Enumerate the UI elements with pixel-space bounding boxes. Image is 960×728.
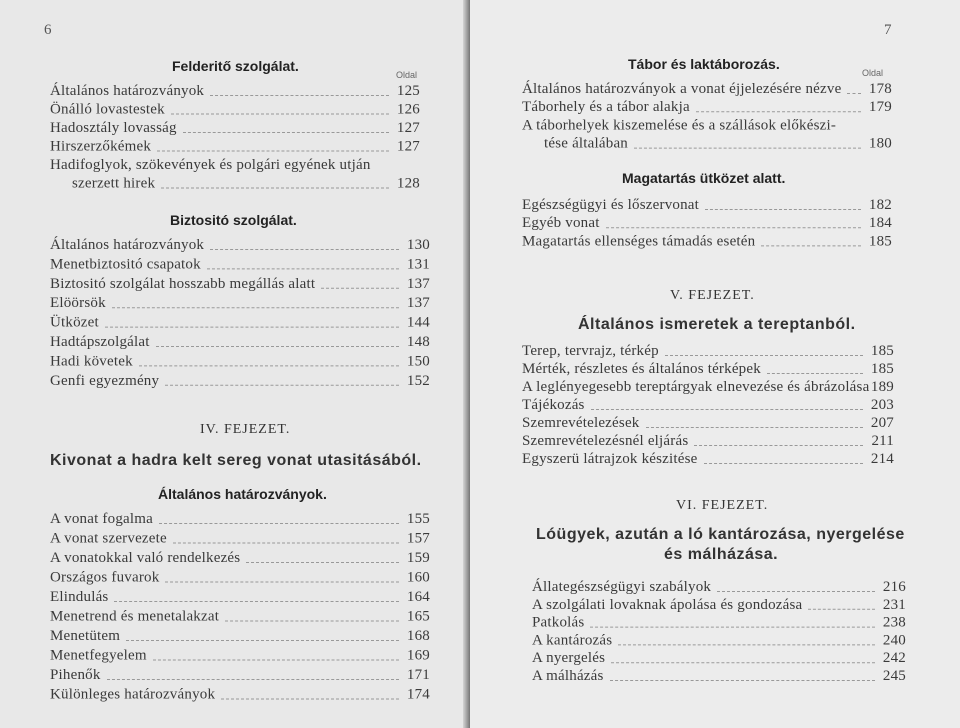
toc-entry-page: 184	[868, 215, 892, 232]
toc-entry-page: 185	[870, 361, 894, 377]
toc-entry	[522, 116, 892, 135]
page-column-label-left: Oldal	[396, 70, 418, 80]
toc-entry-page: 242	[882, 650, 906, 667]
toc-entry	[50, 236, 430, 255]
dot-leader	[591, 409, 863, 410]
chapter-title-vi-line1: Lóügyek, azután a ló kantározása, nyergelése	[536, 526, 905, 543]
dot-leader	[210, 249, 399, 250]
toc-entry	[50, 294, 430, 313]
dot-leader	[183, 132, 389, 133]
toc-entry-title: Önálló lovastestek	[50, 101, 165, 118]
toc-entry	[522, 196, 892, 215]
toc-entry	[522, 98, 892, 117]
dot-leader	[611, 662, 875, 663]
toc-entry-page: 127	[396, 120, 420, 136]
toc-entry	[50, 588, 430, 607]
toc-entry-title: A málházás	[532, 668, 604, 684]
toc-entry-title: Hirszerzőkémek	[50, 138, 152, 155]
toc-entry-title: Ütközet	[50, 314, 99, 331]
toc-tereptan	[522, 342, 894, 475]
dot-leader	[606, 227, 861, 228]
dot-leader	[761, 245, 861, 246]
toc-entry-title: A vonat szervezete	[50, 530, 167, 547]
toc-entry	[522, 342, 894, 361]
toc-entry-page: 130	[406, 237, 430, 253]
toc-entry	[50, 569, 430, 588]
toc-entry-page: 155	[406, 511, 430, 527]
dot-leader	[221, 699, 399, 700]
toc-entry	[50, 275, 430, 294]
toc-entry	[50, 686, 430, 705]
toc-entry-title: Menetbiztositó csapatok	[50, 256, 201, 273]
toc-entry-page: 128	[396, 175, 420, 192]
toc-entry	[50, 333, 430, 352]
toc-entry-page: 137	[406, 295, 430, 312]
toc-entry-title: A nyergelés	[532, 650, 606, 667]
toc-entry-page: 203	[870, 397, 894, 413]
toc-entry-title: Menetrend és menetalakzat	[50, 608, 220, 625]
dot-leader	[767, 373, 863, 374]
toc-entry	[50, 666, 430, 685]
toc-entry-page: 127	[396, 138, 420, 155]
toc-entry-title: Általános határozványok	[50, 83, 205, 99]
dot-leader	[246, 562, 399, 563]
toc-entry	[522, 232, 892, 251]
toc-entry-page: 178	[868, 81, 892, 97]
toc-loygyek	[532, 578, 906, 692]
toc-entry-page: 174	[406, 686, 430, 703]
toc-entry-page: 182	[868, 197, 892, 213]
dot-leader	[114, 601, 399, 602]
dot-leader	[847, 93, 861, 94]
dot-leader	[705, 209, 861, 210]
toc-entry	[50, 138, 420, 157]
toc-magatartas	[522, 196, 892, 253]
dot-leader	[171, 114, 389, 115]
toc-biztosito	[50, 236, 430, 388]
toc-entry	[532, 631, 906, 650]
toc-entry	[50, 82, 420, 101]
toc-entry	[532, 649, 906, 668]
dot-leader	[159, 523, 399, 524]
dot-leader	[590, 627, 875, 628]
toc-entry-title: Egyszerü látrajzok készitése	[522, 451, 698, 467]
toc-entry-page: 126	[396, 101, 420, 118]
toc-entry	[522, 378, 894, 397]
toc-entry-title: Állategészségügyi szabályok	[532, 579, 712, 595]
toc-entry-title: Tájékozás	[522, 397, 585, 413]
toc-entry	[522, 214, 892, 233]
toc-entry-title: Biztositó szolgálat hosszabb megállás alatt	[50, 275, 316, 292]
dot-leader	[665, 355, 863, 356]
toc-entry-title: Terep, tervrajz, térkép	[522, 343, 659, 359]
toc-entry	[522, 396, 894, 415]
chapter-title-vi-line2: és málházása.	[664, 546, 779, 563]
toc-entry-page: 216	[882, 579, 906, 595]
toc-entry	[50, 175, 420, 194]
dot-leader	[161, 188, 389, 189]
toc-entry-title: szerzett hirek	[72, 175, 156, 192]
toc-entry	[532, 614, 906, 633]
toc-entry-title: A vonatokkal való rendelkezés	[50, 550, 241, 566]
toc-entry	[532, 578, 906, 597]
toc-entry-page: 207	[870, 415, 894, 431]
toc-entry-page: 168	[406, 628, 430, 644]
toc-entry-page: 189	[870, 379, 894, 395]
dot-leader	[156, 346, 399, 347]
dot-leader	[112, 307, 399, 308]
toc-entry-title: Elindulás	[50, 589, 109, 605]
toc-entry	[50, 101, 420, 120]
toc-entry-page: 165	[406, 608, 430, 625]
dot-leader	[704, 463, 863, 464]
toc-entry-page: 159	[406, 550, 430, 566]
dot-leader	[207, 268, 399, 269]
toc-entry-title: A táborhelyek kiszemelése és a szállások előkészi-	[522, 117, 837, 134]
subsection-title-altalanos: Általános határozványok.	[158, 486, 327, 502]
toc-entry-page: 185	[868, 233, 892, 250]
chapter-title-v: Általános ismeretek a tereptanból.	[578, 316, 856, 333]
toc-entry-title: Szemrevételezésnél eljárás	[522, 433, 689, 449]
toc-entry	[50, 530, 430, 549]
dot-leader	[717, 591, 875, 592]
dot-leader	[107, 679, 399, 680]
dot-leader	[646, 427, 863, 428]
toc-entry	[522, 432, 894, 451]
toc-entry-page: 152	[406, 372, 430, 389]
toc-entry	[522, 414, 894, 433]
toc-entry-page: 144	[406, 314, 430, 331]
page-number-left: 6	[44, 22, 52, 38]
toc-entry-page: 180	[868, 135, 892, 152]
toc-entry-page: 231	[882, 596, 906, 613]
section-title-magatartas: Magatartás ütközet alatt.	[622, 170, 786, 186]
toc-entry-page: 211	[871, 433, 894, 449]
toc-entry-title: Általános határozványok	[50, 237, 205, 253]
dot-leader	[165, 582, 399, 583]
toc-entry-title: Genfi egyezmény	[50, 372, 160, 389]
page-column-label-right: Oldal	[862, 68, 884, 78]
toc-entry-title: Hadosztály lovasság	[50, 120, 177, 136]
chapter-heading-vi: VI. FEJEZET.	[676, 498, 769, 513]
toc-entry	[50, 608, 430, 627]
toc-entry-title: tése általában	[544, 135, 629, 152]
toc-entry-title: Magatartás ellenséges támadás esetén	[522, 233, 756, 250]
toc-entry-title: A kantározás	[532, 632, 613, 649]
toc-entry-page: 245	[882, 668, 906, 684]
toc-entry	[522, 360, 894, 379]
section-title-biztosito: Biztositó szolgálat.	[170, 212, 297, 228]
toc-entry-title: Pihenők	[50, 667, 101, 683]
dot-leader	[210, 95, 389, 96]
toc-tabor	[522, 80, 892, 156]
toc-entry-title: Egészségügyi és lőszervonat	[522, 197, 700, 213]
toc-entry-title: Hadifoglyok, szökevények és polgári egyének utján	[50, 157, 371, 173]
toc-entry-page: 137	[406, 275, 430, 292]
toc-entry-page: 214	[870, 451, 894, 467]
toc-entry-title: Mérték, részletes és általános térképek	[522, 361, 761, 377]
toc-entry-page: 131	[406, 256, 430, 273]
toc-entry	[522, 135, 892, 154]
toc-entry-title: Hadtápszolgálat	[50, 334, 150, 350]
chapter-heading-v: V. FEJEZET.	[670, 288, 755, 303]
toc-entry-title: Különleges határozványok	[50, 686, 216, 703]
toc-entry-title: Egyéb vonat	[522, 215, 600, 232]
dot-leader	[808, 609, 875, 610]
toc-entry-page: 157	[406, 530, 430, 547]
toc-entry-title: A leglényegesebb tereptárgyak elnevezése és ábrázolása	[522, 379, 870, 395]
toc-entry	[50, 156, 420, 175]
toc-entry	[522, 80, 892, 99]
dot-leader	[634, 148, 861, 149]
toc-entry-title: Menetfegyelem	[50, 647, 147, 664]
section-title-tabor: Tábor és laktáborozás.	[628, 56, 780, 72]
toc-entry	[532, 667, 906, 686]
toc-entry-page: 148	[406, 334, 430, 350]
toc-vonat	[50, 510, 430, 703]
toc-entry-page: 150	[406, 353, 430, 370]
section-title-felderito: Felderitő szolgálat.	[172, 58, 299, 74]
dot-leader	[694, 445, 863, 446]
toc-entry-title: Hadi követek	[50, 353, 133, 370]
toc-entry-title: Menetütem	[50, 628, 121, 644]
left-page	[0, 0, 468, 728]
page-number-right: 7	[884, 22, 892, 38]
dot-leader	[321, 288, 399, 289]
dot-leader	[126, 640, 399, 641]
toc-entry	[50, 647, 430, 666]
toc-entry-title: A szolgálati lovaknak ápolása és gondozása	[532, 596, 803, 613]
toc-entry-title: Országos fuvarok	[50, 569, 160, 586]
dot-leader	[618, 644, 875, 645]
toc-entry-page: 238	[882, 614, 906, 631]
toc-entry-page: 160	[406, 569, 430, 586]
chapter-title-iv: Kivonat a hadra kelt sereg vonat utasitásából.	[50, 452, 422, 469]
dot-leader	[165, 385, 399, 386]
dot-leader	[225, 621, 399, 622]
toc-entry	[50, 510, 430, 529]
dot-leader	[696, 111, 861, 112]
toc-entry-title: Elöörsök	[50, 295, 106, 312]
toc-entry-page: 171	[406, 667, 430, 683]
dot-leader	[610, 680, 875, 681]
toc-entry	[50, 627, 430, 646]
toc-entry	[50, 119, 420, 138]
toc-entry-title: A vonat fogalma	[50, 511, 153, 527]
toc-entry-title: Patkolás	[532, 614, 585, 631]
toc-entry-page: 179	[868, 99, 892, 116]
dot-leader	[139, 365, 399, 366]
toc-entry-page: 125	[396, 83, 420, 99]
toc-entry	[50, 314, 430, 333]
toc-entry-page: 169	[406, 647, 430, 664]
right-page	[470, 0, 960, 728]
toc-entry	[50, 255, 430, 274]
chapter-heading-iv: IV. FEJEZET.	[200, 422, 291, 437]
toc-entry-title: Általános határozványok a vonat éjjelezésére nézve	[522, 81, 842, 97]
toc-entry	[50, 549, 430, 568]
toc-entry	[50, 352, 430, 371]
toc-entry-page: 164	[406, 589, 430, 605]
toc-entry-title: Szemrevételezések	[522, 415, 640, 431]
dot-leader	[153, 660, 399, 661]
toc-entry	[50, 372, 430, 391]
toc-entry-page: 185	[870, 343, 894, 359]
toc-entry	[522, 450, 894, 469]
dot-leader	[157, 151, 389, 152]
toc-entry-title: Táborhely és a tábor alakja	[522, 99, 690, 116]
dot-leader	[173, 543, 399, 544]
toc-entry-page: 240	[882, 632, 906, 649]
dot-leader	[105, 327, 399, 328]
toc-entry	[532, 596, 906, 615]
toc-felderito	[50, 82, 420, 196]
